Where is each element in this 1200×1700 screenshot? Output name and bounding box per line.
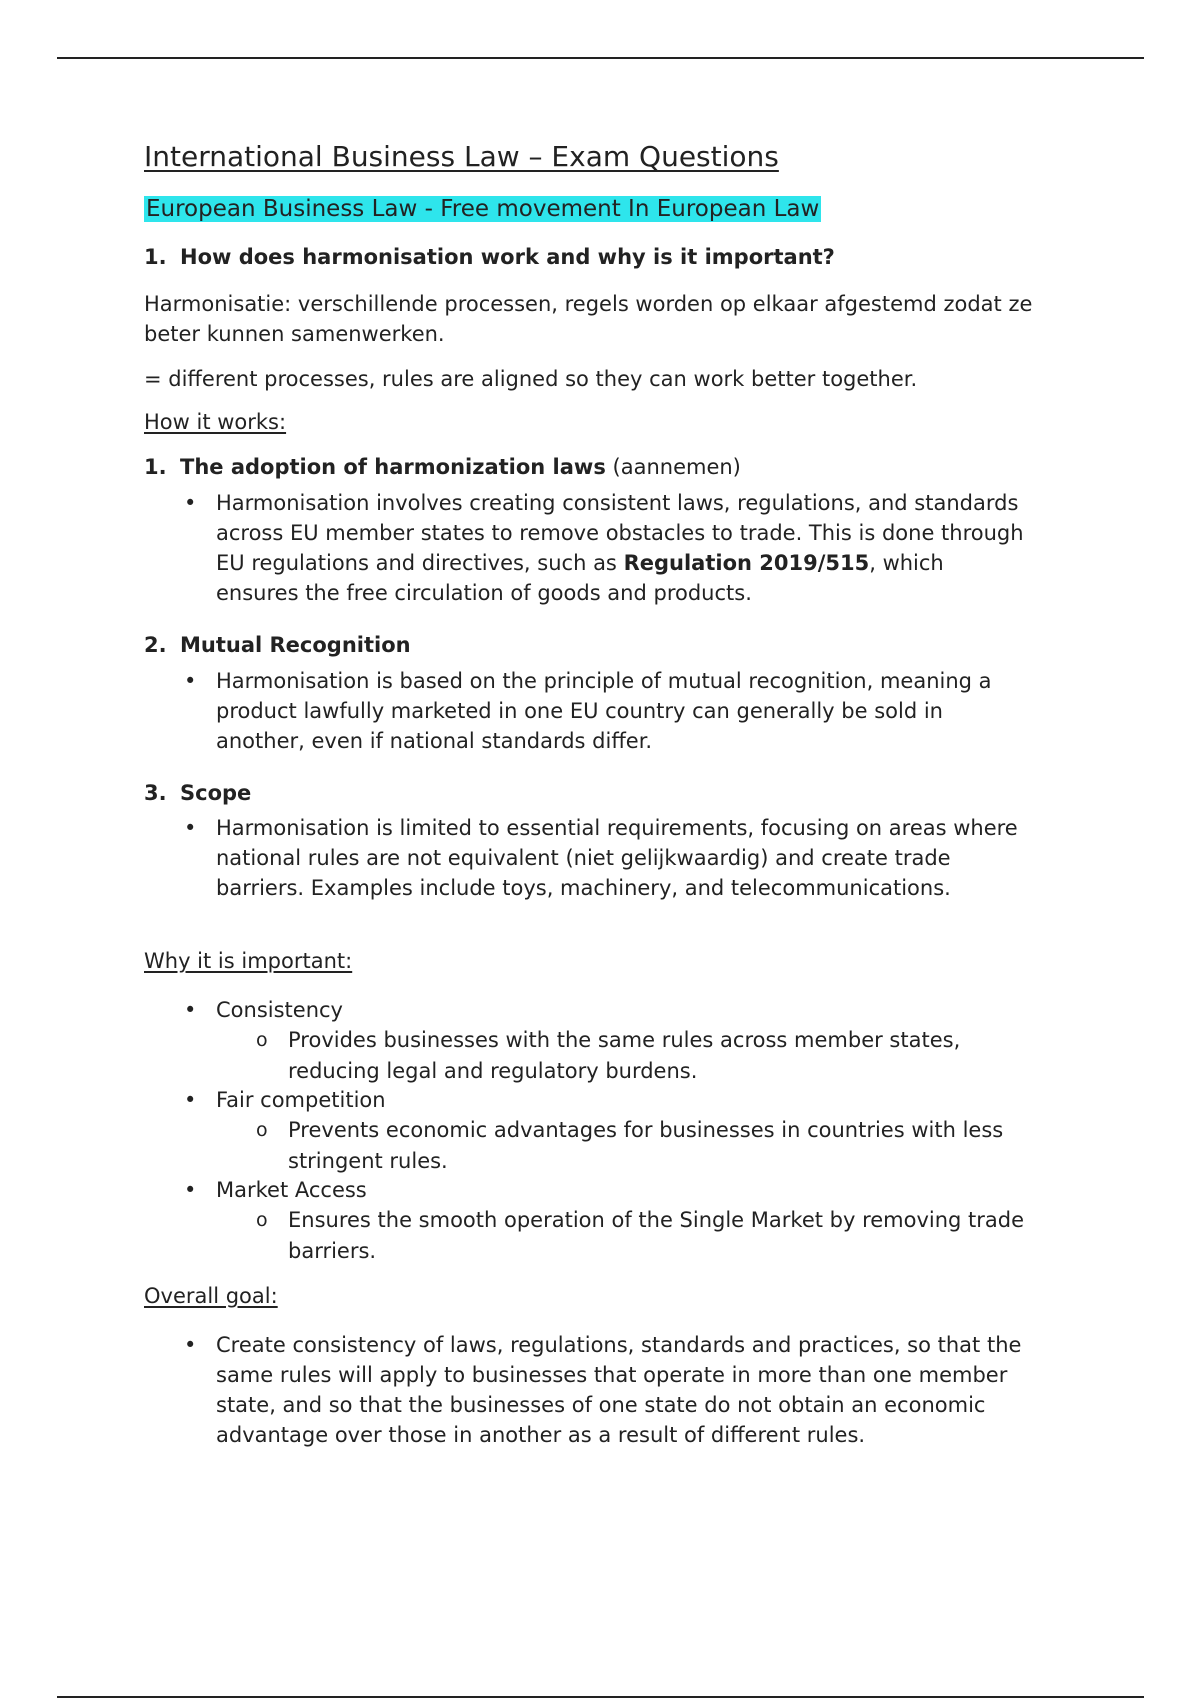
sub-bullet-glyph: o [256,1209,268,1231]
intro-dutch: Harmonisatie: verschillende processen, regels worden op elkaar afgestemd zodat ze beter kunnen samenwerken. [144,292,1033,346]
bullet-glyph: • [184,491,197,515]
why-important-heading: Why it is important: [144,949,353,973]
reason-detail [256,1205,1056,1267]
step-bullet-text [216,488,1024,608]
overall-goal-heading: Overall goal: [144,1284,278,1308]
step-bullet-text: Harmonisation is limited to essential requirements, focusing on areas where national rules are not equivalent (niet gelijkwaardig) and create trade barriers. Examples include toys, machinery, and telecommunications. [216,816,1018,900]
step-heading [144,455,741,479]
bullet-glyph: • [184,998,197,1022]
step-bullet-text: Harmonisation is based on the principle of mutual recognition, meaning a product lawfully marketed in one EU country can generally be sold in another, even if national standards differ. [216,669,992,753]
reason-detail [256,1115,1056,1177]
section-subtitle-highlighted: European Business Law - Free movement In European Law [146,196,820,222]
step-heading [144,781,251,805]
bullet-glyph: • [184,669,197,693]
step-title: Scope [180,781,252,805]
reason-item [184,995,1024,1025]
question-text: How does harmonisation work and why is it important? [180,245,835,269]
reason-detail-text: Ensures the smooth operation of the Single Market by removing trade barriers. [288,1208,1025,1263]
bullet-text-part: , which ensures the free circulation of goods and products. [216,551,944,605]
step-bullet [184,488,1024,608]
step-number: 3. [144,781,167,805]
step-number: 1. [144,455,167,479]
document-title: International Business Law – Exam Questions [144,140,779,173]
question-heading [144,245,835,269]
step-number: 2. [144,633,167,657]
step-title: The adoption of harmonization laws [180,455,606,479]
bullet-glyph: • [184,816,197,840]
reason-label: Market Access [216,1178,367,1202]
sub-bullet-glyph: o [256,1029,268,1051]
step-title: Mutual Recognition [180,633,411,657]
bullet-glyph: • [184,1178,197,1202]
how-it-works-heading: How it works: [144,410,287,434]
footer-rule [57,1696,1144,1698]
bullet-glyph: • [184,1088,197,1112]
reason-item [184,1175,1024,1205]
bullet-text-part: Harmonisation involves creating consistent laws, regulations, and standards across EU member states to remove obstacles to trade. This is done through EU regulations and directives, such as [216,491,1024,575]
step-heading [144,633,411,657]
reason-label: Consistency [216,998,343,1022]
reason-detail [256,1025,1056,1087]
step-bullet [184,666,1024,756]
goal-bullet [184,1330,1024,1450]
step-bullet [184,813,1024,903]
reason-item [184,1085,1024,1115]
step-note: (aannemen) [612,455,741,479]
regulation-reference: Regulation 2019/515 [623,551,870,575]
intro-english: = different processes, rules are aligned so they can work better together. [144,367,918,391]
bullet-glyph: • [184,1333,197,1357]
sub-bullet-glyph: o [256,1119,268,1141]
reason-detail-text: Provides businesses with the same rules across member states, reducing legal and regulatory burdens. [288,1028,961,1083]
goal-text: Create consistency of laws, regulations, standards and practices, so that the same rules will apply to businesses that operate in more than one member state, and so that the businesses of one state do not obtain an economic advantage over those in another as a result of different rules. [216,1333,1022,1447]
question-number: 1. [144,245,167,269]
header-rule [57,57,1144,59]
reason-label: Fair competition [216,1088,386,1112]
reason-detail-text: Prevents economic advantages for businesses in countries with less stringent rules. [288,1118,1004,1173]
